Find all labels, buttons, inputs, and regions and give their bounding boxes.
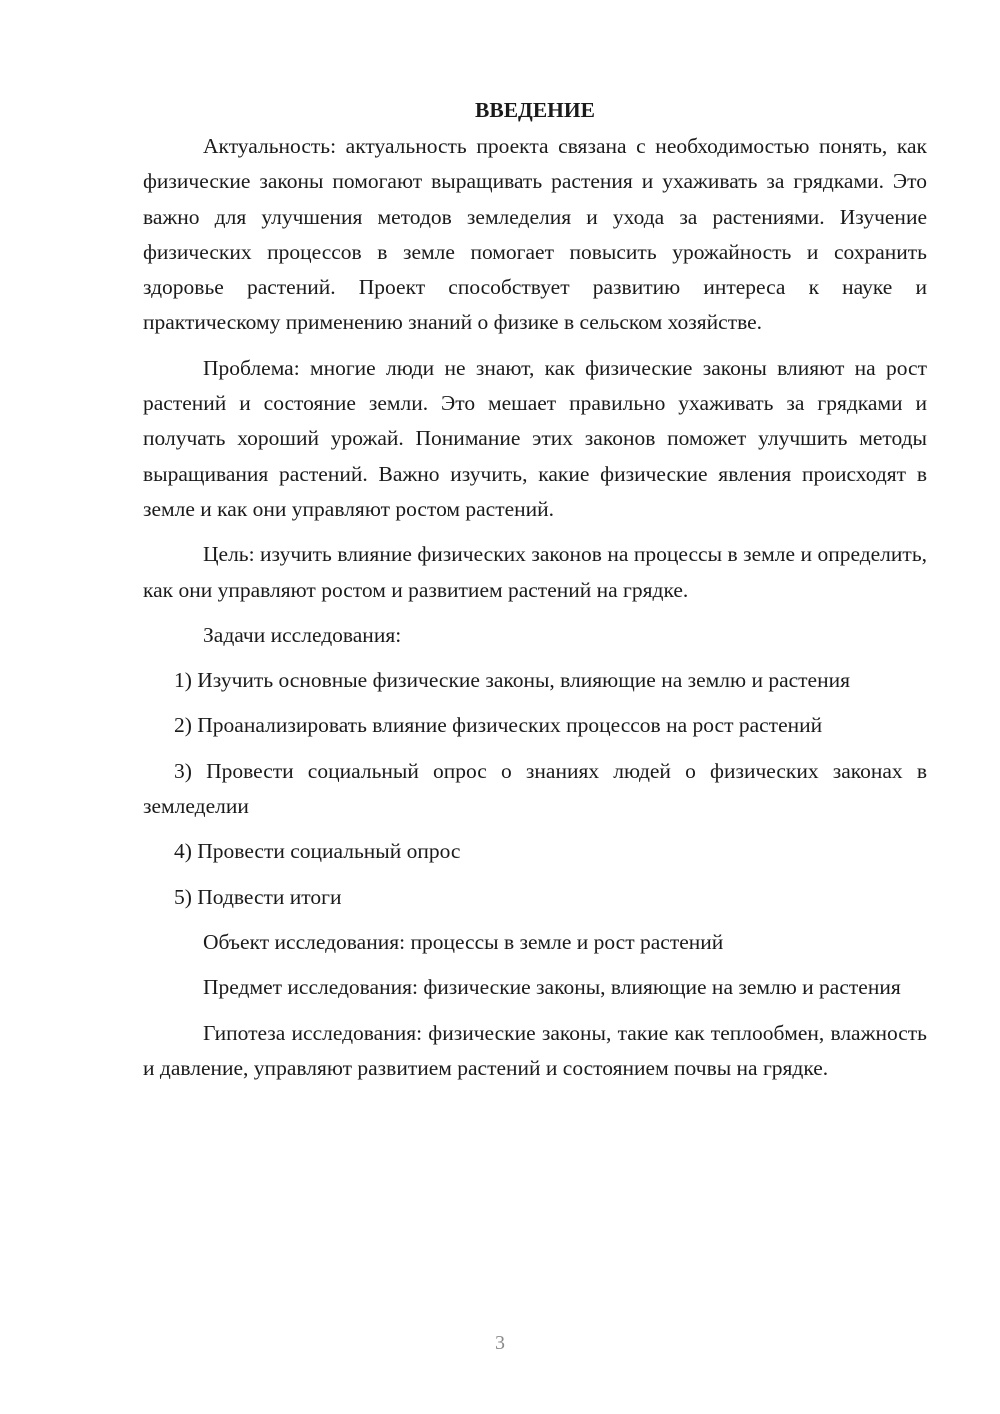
task-item: 2) Проанализировать влияние физических процессов на рост растений [174,713,823,738]
subject-paragraph: Предмет исследования: физические законы, влияющие на землю и растения [203,975,901,1000]
page-number: 3 [495,1332,505,1354]
tasks-list [143,663,927,915]
task-item: 1) Изучить основные физические законы, влияющие на землю и растения [174,668,851,693]
section-heading: ВВЕДЕНИЕ [475,98,595,122]
task-item: 5) Подвести итоги [174,884,342,909]
object-paragraph: Объект исследования: процессы в земле и рост растений [203,929,724,954]
relevance-paragraph: Актуальность: актуальность проекта связана с необходимостью понять, как физические законы помогают выращивать растения и ухаживать за грядками. Это важно для улучшения методов земледелия и ухода за растениями. Изучение физических процессов в земле помогает повысить урожайность и сохранить здоровье растений. Проект способствует развитию интереса к науке и практическому применению знаний о физике в сельском хозяйстве. [143,134,927,335]
tasks-heading: Задачи исследования: [203,622,402,647]
hypothesis-paragraph: Гипотеза исследования: физические законы, такие как теплообмен, влажность и давление, управляют развитием растений и состоянием почвы на грядке. [143,1020,927,1080]
task-item: 3) Провести социальный опрос о знаниях людей о физических законах в земледелии [143,758,927,819]
goal-paragraph: Цель: изучить влияние физических законов на процессы в земле и определить, как они управляют ростом и развитием растений на грядке. [143,542,927,602]
document-body [143,92,927,1096]
problem-paragraph: Проблема: многие люди не знают, как физические законы влияют на рост растений и состояние земли. Это мешает правильно ухаживать за грядками и получать хороший урожай. Понимание этих законов поможет улучшить методы выращивания растений. Важно изучить, какие физические явления происходят в земле и как они управляют ростом растений. [143,355,927,521]
task-item: 4) Провести социальный опрос [174,839,461,864]
